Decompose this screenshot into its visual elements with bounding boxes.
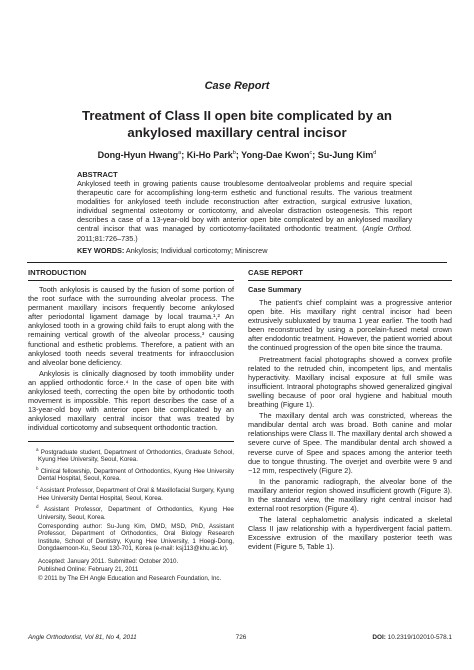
copyright: © 2011 by The EH Angle Education and Research Foundation, Inc.	[38, 575, 222, 583]
footnote-separator	[28, 441, 234, 442]
section-divider	[27, 262, 447, 263]
abstract-body	[77, 179, 412, 243]
date-accepted: Accepted: January 2011. Submitted: October 2010.	[38, 557, 179, 565]
citation-details: 2011;81:726–735.)	[77, 233, 138, 243]
footnote	[28, 484, 234, 502]
author-name: Su-Jung Kim	[317, 150, 374, 160]
case-paragraph: The maxillary dental arch was constricted, whereas the mandibular dental arch was broad. Both canine and molar relationships were Class II. The maxillary dental arch showed a severe curve of Spee. The mandibular dental arch showed a reverse curve of Spee and spaces among the anterior teeth due to tongue thrusting. The overjet and overbite were 9 and −12 mm, respectively (Figure 2).	[248, 411, 452, 475]
footnote	[28, 465, 234, 483]
journal-citation: Angle Orthodontist, Vol 81, No 4, 2011	[28, 634, 137, 641]
author-mark: b	[232, 150, 236, 156]
author-list: Dong-Hyun Hwang$^a$; Ki-Ho Park$^b$; Yong-Dae Kwon$^c$; Su-Jung Kim$^d$	[97, 150, 377, 160]
footnote-text: Clinical fellowship, Department of Orthodontics, Kyung Hee University Dental Hospital, Seoul, Korea.	[38, 467, 234, 483]
page-number: 726	[235, 634, 247, 641]
case-report-heading: CASE REPORT	[248, 268, 452, 281]
author-mark: c	[309, 150, 313, 156]
doi-value: 10.2319/102010-578.1	[385, 634, 452, 641]
doi-label: DOI:	[372, 634, 386, 641]
citation-open: (	[362, 224, 365, 234]
date-published: Published Online: February 21, 2011	[38, 566, 139, 574]
doi	[372, 633, 452, 643]
author-mark: d	[373, 150, 377, 156]
case-paragraph: The lateral cephalometric analysis indicated a skeletal Class II jaw relationship with a hyperdivergent facial pattern. Excessive extrusion of the maxillary posterior teeth was evident (Figure 5, Table 1).	[248, 515, 452, 552]
footnote-text: Assistant Professor, Department of Oral & Maxillofacial Surgery, Kyung Hee University Dental Hospital, Seoul, Korea.	[38, 487, 234, 502]
corresponding-author: Corresponding author: Su-Jung Kim, DMD, MSD, PhD, Assistant Professor, Department of Orthodontics, Oral Biology Research Institute, School of Dentistry, Kyung Hee University, 1 Hoegi-Dong, Dongdaemoon-Ku, Seoul 130-701, Korea (e-mail: ksj113@khu.ac.kr).	[38, 522, 234, 553]
abstract-text: Ankylosed teeth in growing patients cause troublesome dentoalveolar problems and require special therapeutic care for accomplishing long-term esthetic and functional results. The various treatment modalities for ankylosed teeth include reconstruction after extraction, surgical extrusive luxation, individual segmental osteotomy or corticotomy, and alveolar distraction osteogenesis. This report describes a case of a 13-year-old boy with anterior open bite complicated by an ankylosed maxillary central incisor that was managed by corticotomy-facilitated orthodontic treatment.	[77, 179, 412, 234]
abstract-block	[77, 170, 412, 255]
section-label: Case Report	[204, 80, 270, 92]
author-name: Ki-Ho Park	[186, 150, 233, 160]
article-title: Treatment of Class II open bite complicated by an ankylosed maxillary central incisor	[82, 108, 392, 140]
intro-paragraph: Tooth ankylosis is caused by the fusion of some portion of the root surface with the surrounding alveolar process. The permanent maxillary incisors frequently become ankylosed after periodontal ligament damage by local trauma.¹,² An ankylosed tooth in a growing child fails to erupt along with the remaining vertical growth of the alveolar process,³ causing functional and esthetic problems. Therefore, a patient with an ankylosed tooth needs several treatments for infraocclusion and alveolar bone deficiency.	[28, 285, 234, 367]
case-summary-heading: Case Summary	[248, 285, 302, 294]
case-paragraph: In the panoramic radiograph, the alveolar bone of the maxillary anterior region showed insufficient growth (Figure 3). In the standard view, the maxillary right central incisor had external root resorption (Figure 4).	[248, 476, 452, 514]
citation-journal: Angle Orthod.	[364, 224, 412, 234]
introduction-heading: INTRODUCTION	[28, 268, 234, 281]
footnote	[28, 503, 234, 521]
abstract-heading: ABSTRACT	[77, 170, 118, 179]
author-mark: a	[178, 150, 182, 156]
keywords-line	[77, 246, 412, 255]
case-paragraph: The patient's chief complaint was a progressive anterior open bite. His maxillary right central incisor had been extrusively subluxated by trauma 1 year earlier. The tooth had been reconstructed by using a porcelain-fused metal crown after endodontic treatment. However, the patient worried about the continued progression of the open bite since the trauma.	[248, 298, 452, 353]
left-column	[28, 268, 234, 584]
author-name: Yong-Dae Kwon	[241, 150, 310, 160]
footnote-mark: a	[36, 446, 39, 452]
right-column	[248, 268, 452, 554]
footnote	[28, 446, 234, 464]
footnote-mark: d	[36, 504, 39, 510]
intro-paragraph: Ankylosis is clinically diagnosed by tooth immobility under an applied orthodontic force.⁴ In the case of open bite with ankylosed teeth, correcting the open bite by orthodontic tooth movement is impossible. This report describes the case of a 13-year-old boy with anterior open bite complicated by an ankylosed maxillary central incisor that was treated by individual corticotomy and subsequent orthodontic traction.	[28, 368, 234, 433]
case-paragraph: Pretreatment facial photographs showed a convex profile related to the retruded chin, incompetent lips, and mentalis hyperactivity. Maxillary incisal exposure at full smile was insufficient. Intraoral photographs showed generalized gingival swelling because of poor oral hygiene and habitual mouth breathing (Figure 1).	[248, 354, 452, 410]
keywords-text: Ankylosis; Individual corticotomy; Miniscrew	[124, 245, 268, 255]
footnote-mark: b	[36, 465, 39, 471]
keywords-label: KEY WORDS:	[77, 245, 125, 255]
footnote-text: Assistant Professor, Department of Orthodontics, Kyung Hee University, Seoul, Korea.	[38, 506, 234, 521]
author-name: Dong-Hyun Hwang	[97, 150, 179, 160]
footnote-text: Postgraduate student, Department of Orthodontics, Graduate School, Kyung Hee University, Seoul, Korea.	[38, 448, 234, 464]
page-footer	[28, 633, 452, 643]
footnote-mark: c	[36, 485, 39, 490]
